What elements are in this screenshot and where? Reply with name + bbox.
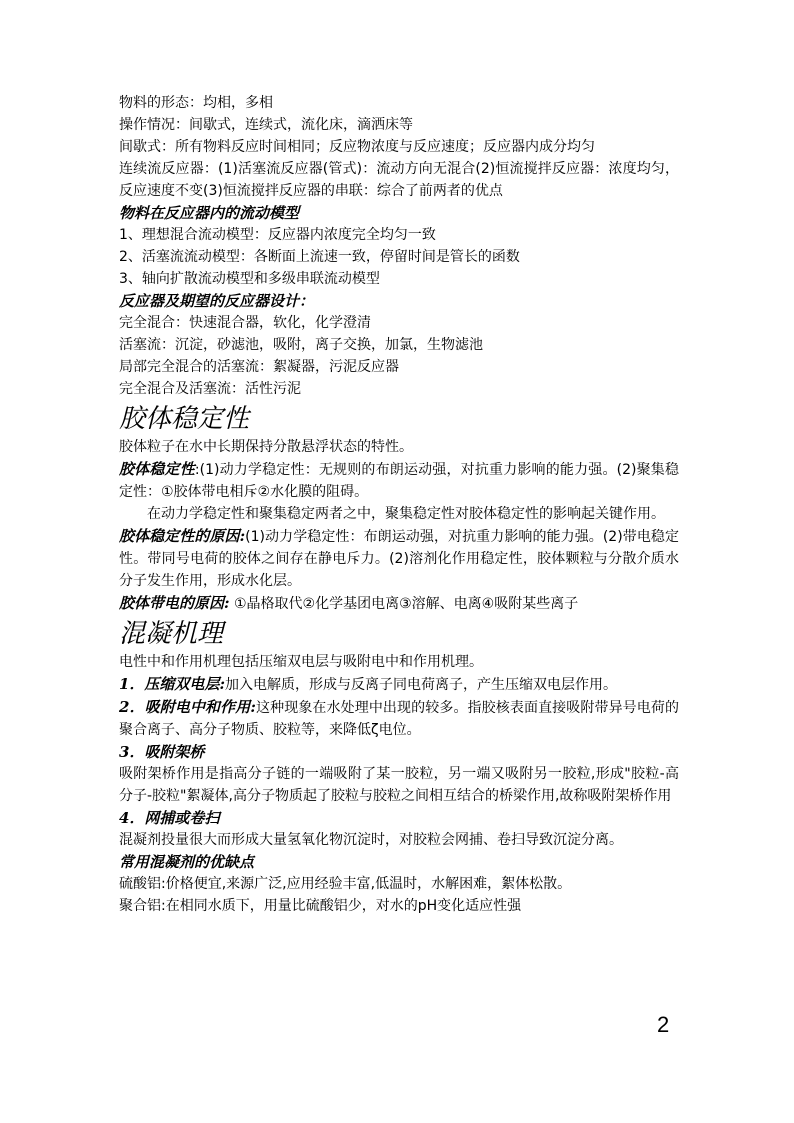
subsection-title: 常用混凝剂的优缺点 [119, 853, 255, 871]
heading-coagulation-mechanism: 混凝机理 [119, 619, 224, 649]
inline-lead: 胶体带电的原因: [119, 594, 230, 612]
inline-text: ①晶格取代②化学基团电离③溶解、电离④吸附某些离子 [229, 596, 579, 612]
inline-lead: 1．压缩双电层: [119, 675, 225, 693]
inline-lead: 胶体稳定性 [119, 460, 195, 478]
subsection-title: 3．吸附架桥 [119, 743, 205, 761]
list-item: 1、理想混合流动模型：反应器内浓度完全均匀一致 [119, 227, 436, 243]
text-paragraph [119, 673, 679, 696]
inline-text: 这种现象在水处理中出现的较多。指胶核表面直接吸附带异号电荷的聚合离子、高分子物质、胶粒等，来降低ζ电位。 [119, 700, 679, 738]
inline-text: 加入电解质，形成与反离子同电荷离子，产生压缩双电层作用。 [224, 677, 617, 693]
text-line: 操作情况：间歇式，连续式，流化床，滴洒床等 [119, 117, 413, 133]
list-item: 局部完全混合的活塞流：絮凝器，污泥反应器 [119, 359, 399, 375]
text-paragraph: 连续流反应器：(1)活塞流反应器(管式)：流动方向无混合(2)恒流搅拌反应器：浓度均匀，反应速度不变(3)恒流搅拌反应器的串联：综合了前两者的优点 [119, 161, 679, 199]
text-paragraph: 胶体粒子在水中长期保持分散悬浮状态的特性。 [119, 439, 413, 455]
page-number: 2 [657, 1012, 670, 1037]
section-title-reactor-design: 反应器及期望的反应器设计： [119, 292, 315, 310]
text-paragraph: 在动力学稳定性和聚集稳定两者之中，聚集稳定性对胶体稳定性的影响起关键作用。 [147, 506, 665, 522]
text-paragraph [119, 458, 679, 503]
section-title-flow-model: 物料在反应器内的流动模型 [119, 204, 300, 222]
list-item: 完全混合及活塞流：活性污泥 [119, 381, 301, 397]
document-page [119, 92, 679, 917]
list-item: 3、轴向扩散流动模型和多级串联流动模型 [119, 271, 380, 287]
text-paragraph: 电性中和作用机理包括压缩双电层与吸附电中和作用机理。 [119, 654, 483, 670]
text-line: 间歇式：所有物料反应时间相同；反应物浓度与反应速度；反应器内成分均匀 [119, 139, 595, 155]
text-paragraph [119, 525, 679, 592]
list-item: 聚合铝:在相同水质下，用量比硫酸铝少，对水的pH变化适应性强 [119, 898, 522, 914]
text-paragraph [119, 592, 679, 615]
list-item: 完全混合：快速混合器，软化，化学澄清 [119, 315, 371, 331]
list-item: 硫酸铝:价格便宜,来源广泛,应用经验丰富,低温时，水解困难，絮体松散。 [119, 876, 572, 892]
inline-text: (1)动力学稳定性：布朗运动强，对抗重力影响的能力强。(2)带电稳定性。带同号电荷的胶体之间存在静电斥力。(2)溶剂化作用稳定性，胶体颗粒与分散介质水分子发生作用，形成水化层。 [119, 529, 679, 589]
list-item: 2、活塞流流动模型：各断面上流速一致，停留时间是管长的函数 [119, 249, 520, 265]
inline-text: :(1)动力学稳定性：无规则的布朗运动强，对抗重力影响的能力强。(2)聚集稳定性：①胶体带电相斥②水化膜的阻碍。 [119, 462, 679, 500]
inline-lead: 胶体稳定性的原因: [119, 527, 246, 545]
text-paragraph: 混凝剂投量很大而形成大量氢氧化物沉淀时，对胶粒会网捕、卷扫导致沉淀分离。 [119, 832, 623, 848]
text-paragraph: 吸附架桥作用是指高分子链的一端吸附了某一胶粒，另一端又吸附另一胶粒,形成"胶粒-高分子-胶粒"絮凝体,高分子物质起了胶粒与胶粒之间相互结合的桥梁作用,故称吸附架桥作用 [119, 766, 679, 804]
text-paragraph [119, 696, 679, 741]
heading-colloid-stability: 胶体稳定性 [119, 404, 250, 434]
list-item: 活塞流：沉淀，砂滤池，吸附，离子交换，加氯，生物滤池 [119, 337, 483, 353]
text-line: 物料的形态：均相，多相 [119, 95, 273, 111]
inline-lead: 2．吸附电中和作用: [119, 698, 256, 716]
subsection-title: 4．网捕或卷扫 [119, 809, 220, 827]
